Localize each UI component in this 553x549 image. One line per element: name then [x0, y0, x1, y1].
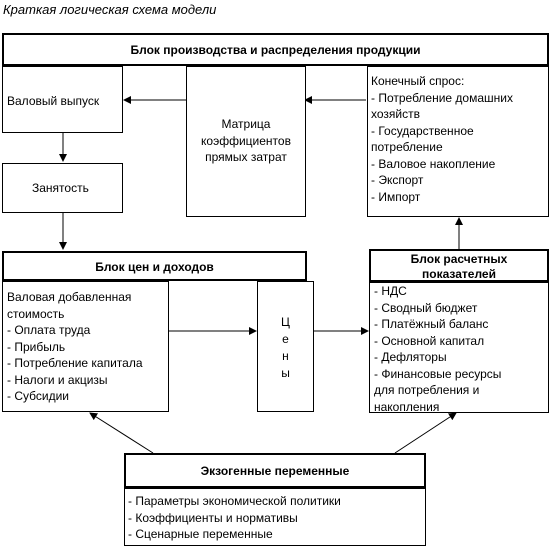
indicator-line: - Платёжный баланс — [374, 317, 489, 331]
prices-letter: ы — [281, 366, 290, 380]
final-demand-list — [371, 73, 513, 205]
calc-block-line: Блок расчетных — [410, 252, 508, 266]
value-added-list — [7, 289, 143, 405]
prices-income-block — [2, 251, 307, 281]
calc-block-label — [371, 252, 547, 282]
value-added-line: стоимость — [7, 306, 65, 321]
indicators-box — [369, 282, 549, 413]
prices-box — [257, 281, 314, 412]
employment-box — [2, 163, 123, 213]
final-demand-line: хозяйств — [371, 107, 420, 121]
value-added-line: - Субсидии — [7, 389, 69, 403]
exogenous-list — [128, 493, 341, 543]
indicator-line: - Основной капитал — [374, 333, 485, 348]
indicator-line: - НДС — [374, 284, 407, 298]
value-added-line: - Оплата труда — [7, 323, 91, 337]
prices-letter: Ц — [281, 315, 290, 329]
prices-income-label: Блок цен и доходов — [95, 260, 214, 274]
calc-block — [369, 249, 549, 282]
exogenous-label: Экзогенные переменные — [200, 464, 350, 478]
final-demand-line: Конечный спрос: — [371, 74, 465, 88]
exogenous-item: - Параметры экономической политики — [128, 494, 341, 508]
value-added-line: - Прибыль — [7, 339, 66, 354]
indicator-line: накопления — [374, 399, 440, 414]
matrix-label — [187, 116, 305, 166]
value-added-line: - Налоги и акцизы — [7, 372, 108, 387]
prices-letter: е — [282, 332, 289, 346]
arrow-exogenous-to-valueadded — [90, 413, 153, 453]
final-demand-line: - Потребление домашних — [371, 90, 513, 105]
production-block-label: Блок производства и распределения продукции — [130, 43, 421, 57]
prices-letters — [258, 314, 313, 382]
exogenous-item: - Сценарные переменные — [128, 527, 273, 541]
production-block — [2, 33, 549, 66]
indicator-line: для потребления и — [374, 383, 480, 397]
final-demand-line: - Импорт — [371, 189, 421, 204]
exogenous-list-box — [124, 488, 426, 546]
final-demand-line: - Государственное — [371, 123, 474, 138]
gross-output-box — [2, 66, 123, 133]
employment-label: Занятость — [32, 181, 89, 195]
indicator-line: - Дефляторы — [374, 350, 447, 364]
matrix-line: Матрица — [221, 117, 271, 131]
diagram-title: Краткая логическая схема модели — [3, 2, 217, 17]
matrix-box — [186, 66, 306, 217]
value-added-box — [2, 281, 169, 412]
indicator-line: - Сводный бюджет — [374, 300, 478, 315]
indicators-list — [374, 283, 501, 415]
indicator-line: - Финансовые ресурсы — [374, 366, 502, 381]
matrix-line: коэффициентов — [201, 133, 291, 148]
final-demand-box — [367, 66, 549, 217]
value-added-line: Валовая добавленная — [7, 290, 132, 304]
final-demand-line: - Экспорт — [371, 173, 424, 187]
calc-block-line: показателей — [422, 267, 496, 281]
final-demand-line: - Валовое накопление — [371, 156, 496, 171]
exogenous-block — [124, 453, 426, 488]
matrix-line: прямых затрат — [205, 150, 287, 164]
exogenous-item: - Коэффициенты и нормативы — [128, 510, 298, 525]
prices-letter: н — [282, 349, 289, 363]
final-demand-line: потребление — [371, 140, 443, 154]
arrow-exogenous-to-indicators — [395, 413, 456, 453]
value-added-line: - Потребление капитала — [7, 356, 143, 370]
gross-output-label: Валовый выпуск — [7, 94, 100, 108]
